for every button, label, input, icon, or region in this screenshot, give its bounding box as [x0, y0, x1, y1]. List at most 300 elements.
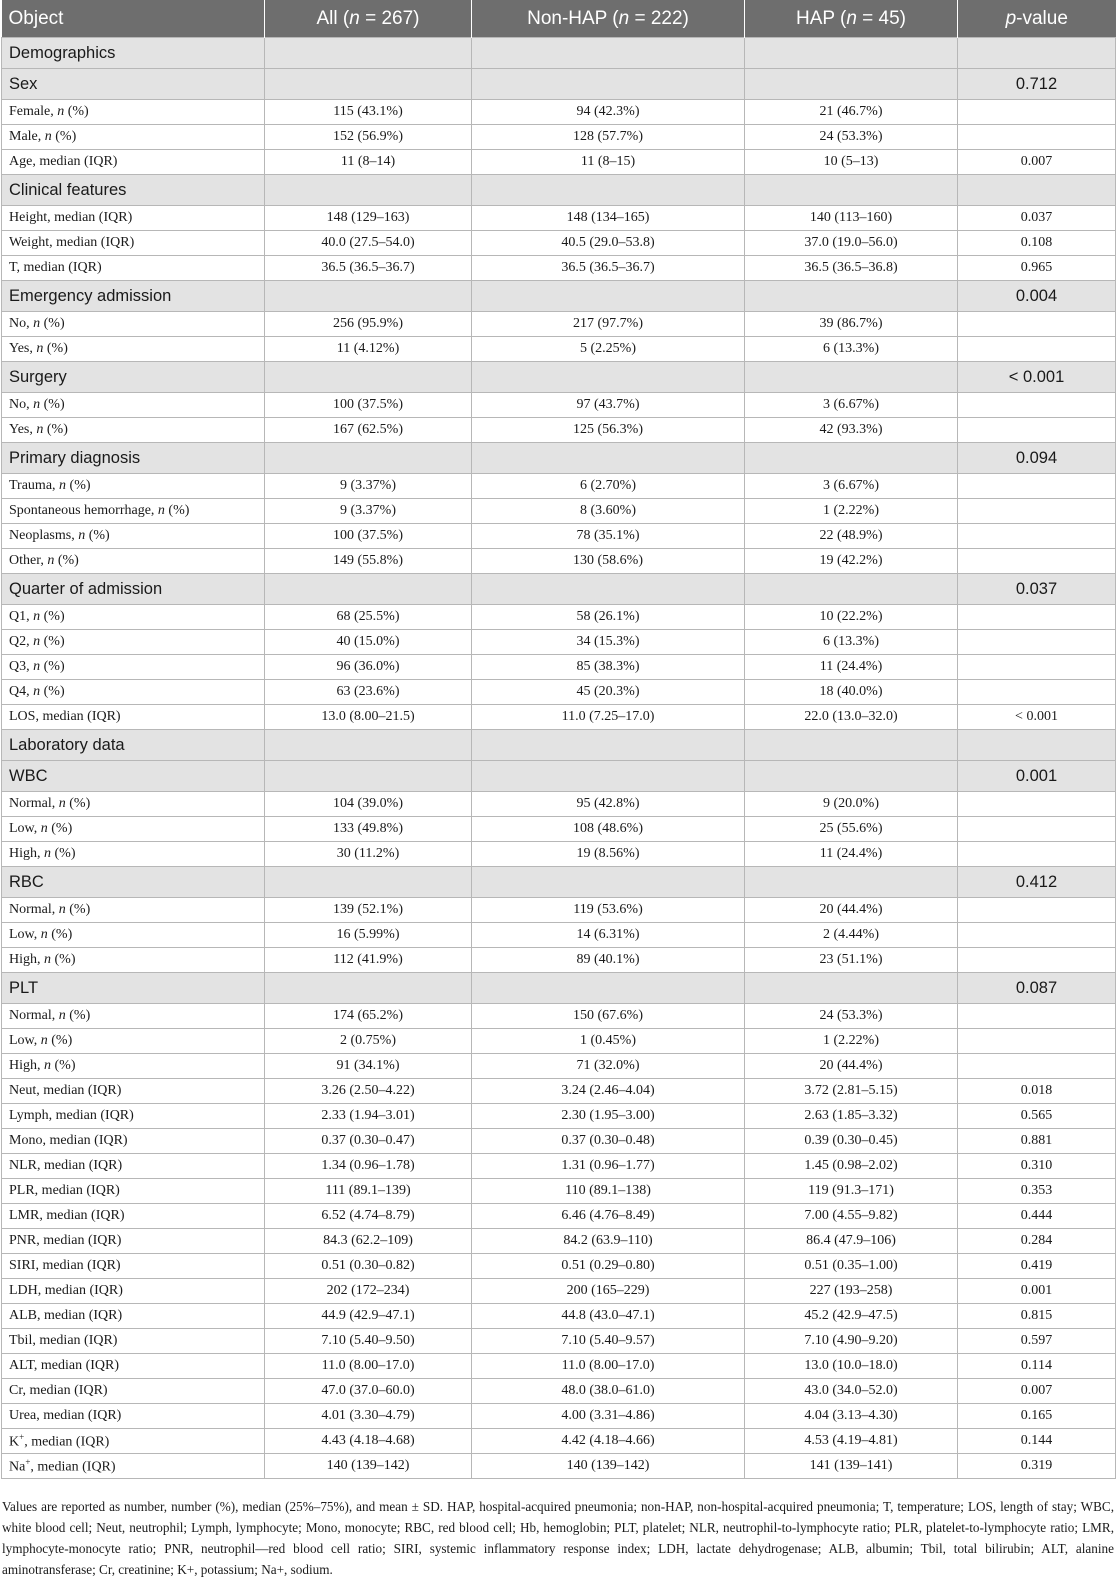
cell-all: [265, 867, 472, 898]
cell-all: 40.0 (27.5–54.0): [265, 231, 472, 256]
table-row: [2, 792, 1116, 817]
row-label: Sex: [2, 69, 265, 100]
section-row: [2, 730, 1116, 761]
cell-non-hap: [472, 281, 745, 312]
cell-all: 139 (52.1%): [265, 898, 472, 923]
cell-all: [265, 38, 472, 69]
section-row: [2, 574, 1116, 605]
cell-hap: 11 (24.4%): [745, 655, 958, 680]
table-row: [2, 1104, 1116, 1129]
cell-all: 100 (37.5%): [265, 524, 472, 549]
cell-all: 9 (3.37%): [265, 474, 472, 499]
cell-all: 148 (129–163): [265, 206, 472, 231]
cell-hap: [745, 281, 958, 312]
row-label: Q1, n (%): [2, 605, 265, 630]
row-label: PNR, median (IQR): [2, 1229, 265, 1254]
cell-non-hap: 1.31 (0.96–1.77): [472, 1154, 745, 1179]
table-row: [2, 1154, 1116, 1179]
cell-all: 2.33 (1.94–3.01): [265, 1104, 472, 1129]
table-row: [2, 1429, 1116, 1454]
cell-p-value: [958, 474, 1116, 499]
cell-hap: [745, 175, 958, 206]
row-label: No, n (%): [2, 312, 265, 337]
cell-hap: 43.0 (34.0–52.0): [745, 1379, 958, 1404]
row-label: Neoplasms, n (%): [2, 524, 265, 549]
row-label: LDH, median (IQR): [2, 1279, 265, 1304]
cell-non-hap: 36.5 (36.5–36.7): [472, 256, 745, 281]
cell-non-hap: 5 (2.25%): [472, 337, 745, 362]
cell-p-value: 0.037: [958, 574, 1116, 605]
cell-all: 100 (37.5%): [265, 393, 472, 418]
table-row: [2, 125, 1116, 150]
row-label: High, n (%): [2, 1054, 265, 1079]
cell-hap: 227 (193–258): [745, 1279, 958, 1304]
cell-non-hap: [472, 761, 745, 792]
row-label: No, n (%): [2, 393, 265, 418]
cell-non-hap: [472, 38, 745, 69]
cell-p-value: [958, 680, 1116, 705]
cell-hap: 24 (53.3%): [745, 1004, 958, 1029]
table-row: [2, 1329, 1116, 1354]
row-label: ALB, median (IQR): [2, 1304, 265, 1329]
cell-hap: 3 (6.67%): [745, 474, 958, 499]
cell-p-value: 0.597: [958, 1329, 1116, 1354]
cell-hap: 45.2 (42.9–47.5): [745, 1304, 958, 1329]
cell-all: [265, 973, 472, 1004]
cell-all: [265, 574, 472, 605]
cell-p-value: [958, 1004, 1116, 1029]
cell-hap: 22 (48.9%): [745, 524, 958, 549]
row-label: Height, median (IQR): [2, 206, 265, 231]
row-label: Cr, median (IQR): [2, 1379, 265, 1404]
cell-hap: 11 (24.4%): [745, 842, 958, 867]
cell-non-hap: 108 (48.6%): [472, 817, 745, 842]
header-object: Object: [2, 0, 265, 38]
table-row: [2, 337, 1116, 362]
cell-non-hap: 4.00 (3.31–4.86): [472, 1404, 745, 1429]
cell-p-value: 0.284: [958, 1229, 1116, 1254]
section-row: [2, 443, 1116, 474]
section-row: [2, 761, 1116, 792]
cell-all: 140 (139–142): [265, 1454, 472, 1479]
cell-p-value: < 0.001: [958, 705, 1116, 730]
cell-hap: 3 (6.67%): [745, 393, 958, 418]
row-label: Clinical features: [2, 175, 265, 206]
cell-non-hap: 6.46 (4.76–8.49): [472, 1204, 745, 1229]
cell-non-hap: 6 (2.70%): [472, 474, 745, 499]
cell-non-hap: [472, 973, 745, 1004]
cell-hap: 4.04 (3.13–4.30): [745, 1404, 958, 1429]
cell-non-hap: [472, 730, 745, 761]
row-label: Low, n (%): [2, 817, 265, 842]
row-label: LMR, median (IQR): [2, 1204, 265, 1229]
cell-non-hap: 97 (43.7%): [472, 393, 745, 418]
row-label: Spontaneous hemorrhage, n (%): [2, 499, 265, 524]
cell-p-value: < 0.001: [958, 362, 1116, 393]
table-header-row: [2, 0, 1116, 38]
table-row: [2, 1304, 1116, 1329]
cell-non-hap: [472, 443, 745, 474]
cell-hap: 23 (51.1%): [745, 948, 958, 973]
cell-all: 68 (25.5%): [265, 605, 472, 630]
cell-hap: 1 (2.22%): [745, 499, 958, 524]
cell-non-hap: 4.42 (4.18–4.66): [472, 1429, 745, 1454]
row-label: Other, n (%): [2, 549, 265, 574]
cell-non-hap: 95 (42.8%): [472, 792, 745, 817]
cell-non-hap: 110 (89.1–138): [472, 1179, 745, 1204]
cell-hap: 36.5 (36.5–36.8): [745, 256, 958, 281]
table-row: [2, 1129, 1116, 1154]
cell-p-value: [958, 792, 1116, 817]
table-row: [2, 705, 1116, 730]
cell-all: 174 (65.2%): [265, 1004, 472, 1029]
table-row: [2, 1029, 1116, 1054]
table-body: [2, 38, 1116, 1479]
table-row: [2, 549, 1116, 574]
cell-non-hap: 45 (20.3%): [472, 680, 745, 705]
cell-non-hap: 217 (97.7%): [472, 312, 745, 337]
row-label: T, median (IQR): [2, 256, 265, 281]
cell-hap: 24 (53.3%): [745, 125, 958, 150]
cell-all: 7.10 (5.40–9.50): [265, 1329, 472, 1354]
row-label: Normal, n (%): [2, 1004, 265, 1029]
row-label: Yes, n (%): [2, 337, 265, 362]
cell-all: 84.3 (62.2–109): [265, 1229, 472, 1254]
row-label: LOS, median (IQR): [2, 705, 265, 730]
cell-hap: 20 (44.4%): [745, 898, 958, 923]
cell-all: 0.51 (0.30–0.82): [265, 1254, 472, 1279]
row-label: Q3, n (%): [2, 655, 265, 680]
cell-all: 3.26 (2.50–4.22): [265, 1079, 472, 1104]
section-row: [2, 69, 1116, 100]
row-label: Surgery: [2, 362, 265, 393]
row-label: Normal, n (%): [2, 792, 265, 817]
row-label: K+, median (IQR): [2, 1429, 265, 1454]
table-row: [2, 231, 1116, 256]
cell-hap: [745, 443, 958, 474]
row-label: Neut, median (IQR): [2, 1079, 265, 1104]
cell-hap: 22.0 (13.0–32.0): [745, 705, 958, 730]
cell-p-value: [958, 630, 1116, 655]
cell-all: 36.5 (36.5–36.7): [265, 256, 472, 281]
cell-non-hap: 200 (165–229): [472, 1279, 745, 1304]
cell-non-hap: 148 (134–165): [472, 206, 745, 231]
cell-all: 40 (15.0%): [265, 630, 472, 655]
cell-hap: 39 (86.7%): [745, 312, 958, 337]
cell-hap: [745, 867, 958, 898]
cell-p-value: 0.007: [958, 1379, 1116, 1404]
table-row: [2, 1404, 1116, 1429]
row-label: Low, n (%): [2, 923, 265, 948]
cell-all: 30 (11.2%): [265, 842, 472, 867]
row-label: Low, n (%): [2, 1029, 265, 1054]
cell-non-hap: [472, 867, 745, 898]
cell-hap: 7.10 (4.90–9.20): [745, 1329, 958, 1354]
table-row: [2, 256, 1116, 281]
row-label: RBC: [2, 867, 265, 898]
cell-p-value: 0.412: [958, 867, 1116, 898]
row-label: Age, median (IQR): [2, 150, 265, 175]
table-row: [2, 630, 1116, 655]
cell-non-hap: 0.51 (0.29–0.80): [472, 1254, 745, 1279]
header-hap: HAP (n = 45): [745, 0, 958, 38]
cell-non-hap: 84.2 (63.9–110): [472, 1229, 745, 1254]
cell-all: 44.9 (42.9–47.1): [265, 1304, 472, 1329]
cell-non-hap: 8 (3.60%): [472, 499, 745, 524]
cell-non-hap: 40.5 (29.0–53.8): [472, 231, 745, 256]
cell-hap: 86.4 (47.9–106): [745, 1229, 958, 1254]
cell-p-value: [958, 605, 1116, 630]
row-label: PLR, median (IQR): [2, 1179, 265, 1204]
cell-hap: 6 (13.3%): [745, 337, 958, 362]
cell-p-value: 0.353: [958, 1179, 1116, 1204]
cell-hap: 9 (20.0%): [745, 792, 958, 817]
table-row: [2, 524, 1116, 549]
cell-hap: [745, 730, 958, 761]
cell-hap: 119 (91.3–171): [745, 1179, 958, 1204]
table-row: [2, 1254, 1116, 1279]
cell-non-hap: 11.0 (8.00–17.0): [472, 1354, 745, 1379]
cell-non-hap: 7.10 (5.40–9.57): [472, 1329, 745, 1354]
cell-p-value: [958, 1029, 1116, 1054]
cell-all: [265, 730, 472, 761]
table-row: [2, 150, 1116, 175]
cell-p-value: [958, 312, 1116, 337]
cell-p-value: 0.444: [958, 1204, 1116, 1229]
header-p-value: p-value: [958, 0, 1116, 38]
cell-p-value: [958, 100, 1116, 125]
row-label: Primary diagnosis: [2, 443, 265, 474]
cell-p-value: 0.004: [958, 281, 1116, 312]
cell-hap: 20 (44.4%): [745, 1054, 958, 1079]
cell-all: 47.0 (37.0–60.0): [265, 1379, 472, 1404]
cell-hap: [745, 38, 958, 69]
row-label: WBC: [2, 761, 265, 792]
cell-all: [265, 761, 472, 792]
cell-p-value: [958, 499, 1116, 524]
cell-hap: 0.51 (0.35–1.00): [745, 1254, 958, 1279]
table-row: [2, 842, 1116, 867]
cell-p-value: [958, 393, 1116, 418]
table-row: [2, 393, 1116, 418]
cell-p-value: [958, 524, 1116, 549]
cell-p-value: 0.001: [958, 761, 1116, 792]
section-row: [2, 281, 1116, 312]
cell-non-hap: 34 (15.3%): [472, 630, 745, 655]
row-label: ALT, median (IQR): [2, 1354, 265, 1379]
cell-non-hap: 125 (56.3%): [472, 418, 745, 443]
cell-all: 11 (8–14): [265, 150, 472, 175]
cell-p-value: 0.114: [958, 1354, 1116, 1379]
cell-hap: [745, 574, 958, 605]
row-label: Emergency admission: [2, 281, 265, 312]
row-label: Weight, median (IQR): [2, 231, 265, 256]
cell-non-hap: 3.24 (2.46–4.04): [472, 1079, 745, 1104]
cell-hap: 141 (139–141): [745, 1454, 958, 1479]
row-label: Female, n (%): [2, 100, 265, 125]
row-label: Q4, n (%): [2, 680, 265, 705]
row-label: Male, n (%): [2, 125, 265, 150]
cell-all: 111 (89.1–139): [265, 1179, 472, 1204]
cell-hap: 37.0 (19.0–56.0): [745, 231, 958, 256]
cell-p-value: [958, 817, 1116, 842]
section-row: [2, 175, 1116, 206]
cell-non-hap: 11 (8–15): [472, 150, 745, 175]
cell-hap: 6 (13.3%): [745, 630, 958, 655]
cell-p-value: 0.815: [958, 1304, 1116, 1329]
cell-all: 63 (23.6%): [265, 680, 472, 705]
cell-non-hap: 119 (53.6%): [472, 898, 745, 923]
cell-non-hap: 48.0 (38.0–61.0): [472, 1379, 745, 1404]
cell-all: 0.37 (0.30–0.47): [265, 1129, 472, 1154]
cell-p-value: 0.881: [958, 1129, 1116, 1154]
cell-hap: [745, 362, 958, 393]
cell-all: 115 (43.1%): [265, 100, 472, 125]
cell-all: 13.0 (8.00–21.5): [265, 705, 472, 730]
table-row: [2, 655, 1116, 680]
cell-all: 152 (56.9%): [265, 125, 472, 150]
cell-non-hap: 78 (35.1%): [472, 524, 745, 549]
cell-all: 112 (41.9%): [265, 948, 472, 973]
cell-all: 256 (95.9%): [265, 312, 472, 337]
section-row: [2, 38, 1116, 69]
cell-p-value: 0.037: [958, 206, 1116, 231]
table-row: [2, 605, 1116, 630]
cell-hap: 7.00 (4.55–9.82): [745, 1204, 958, 1229]
cell-non-hap: 150 (67.6%): [472, 1004, 745, 1029]
cell-hap: 18 (40.0%): [745, 680, 958, 705]
cell-p-value: 0.319: [958, 1454, 1116, 1479]
row-label: High, n (%): [2, 948, 265, 973]
table-row: [2, 1229, 1116, 1254]
cell-p-value: 0.007: [958, 150, 1116, 175]
cell-non-hap: [472, 69, 745, 100]
cell-p-value: 0.310: [958, 1154, 1116, 1179]
cell-non-hap: [472, 574, 745, 605]
cell-all: 149 (55.8%): [265, 549, 472, 574]
section-row: [2, 867, 1116, 898]
table-footnote: Values are reported as number, number (%), median (25%–75%), and mean ± SD. HAP, hospital-acquired pneumonia; non-HAP, non-hospital-acquired pneumonia; T, temperature; LOS, length of stay; WBC, white blood cell; Neut, neutrophil; Lymph, lymphocyte; Mono, monocyte; RBC, red blood cell; Hb, hemoglobin; PLT, platelet; NLR, neutrophil-to-lymphocyte ratio; PLR, platelet-to-lymphocyte ratio; LMR, lymphocyte-monocyte ratio; PNR, neutrophil—red blood cell ratio; SIRI, systemic inflammatory response index; LDH, lactate dehydrogenase; ALB, albumin; Tbil, total bilirubin; ALT, alanine aminotransferase; Cr, creatinine; K+, potassium; Na+, sodium.: [2, 1499, 1114, 1577]
cell-p-value: [958, 842, 1116, 867]
cell-hap: 13.0 (10.0–18.0): [745, 1354, 958, 1379]
cell-all: 4.01 (3.30–4.79): [265, 1404, 472, 1429]
cell-non-hap: 89 (40.1%): [472, 948, 745, 973]
cell-hap: 3.72 (2.81–5.15): [745, 1079, 958, 1104]
cell-p-value: 0.108: [958, 231, 1116, 256]
cell-all: 11 (4.12%): [265, 337, 472, 362]
table-row: [2, 474, 1116, 499]
cell-all: 133 (49.8%): [265, 817, 472, 842]
row-label: Laboratory data: [2, 730, 265, 761]
table-row: [2, 312, 1116, 337]
cell-hap: 2.63 (1.85–3.32): [745, 1104, 958, 1129]
cell-all: [265, 443, 472, 474]
row-label: Yes, n (%): [2, 418, 265, 443]
cell-hap: [745, 761, 958, 792]
cell-hap: 25 (55.6%): [745, 817, 958, 842]
cell-all: [265, 69, 472, 100]
table-row: [2, 1079, 1116, 1104]
cell-p-value: 0.001: [958, 1279, 1116, 1304]
table-row: [2, 1354, 1116, 1379]
cell-p-value: [958, 898, 1116, 923]
cell-non-hap: 14 (6.31%): [472, 923, 745, 948]
cell-non-hap: 85 (38.3%): [472, 655, 745, 680]
cell-all: [265, 281, 472, 312]
table-row: [2, 680, 1116, 705]
header-all: All (n = 267): [265, 0, 472, 38]
cell-all: 4.43 (4.18–4.68): [265, 1429, 472, 1454]
table-row: [2, 1179, 1116, 1204]
table-row: [2, 1279, 1116, 1304]
cell-p-value: [958, 655, 1116, 680]
cell-hap: 4.53 (4.19–4.81): [745, 1429, 958, 1454]
cell-non-hap: [472, 175, 745, 206]
cell-all: 16 (5.99%): [265, 923, 472, 948]
row-label: Lymph, median (IQR): [2, 1104, 265, 1129]
cell-non-hap: 2.30 (1.95–3.00): [472, 1104, 745, 1129]
results-table: [1, 0, 1116, 1479]
row-label: NLR, median (IQR): [2, 1154, 265, 1179]
section-row: [2, 362, 1116, 393]
table-row: [2, 898, 1116, 923]
cell-p-value: [958, 549, 1116, 574]
row-label: Trauma, n (%): [2, 474, 265, 499]
cell-non-hap: 58 (26.1%): [472, 605, 745, 630]
row-label: SIRI, median (IQR): [2, 1254, 265, 1279]
cell-all: 6.52 (4.74–8.79): [265, 1204, 472, 1229]
cell-p-value: [958, 730, 1116, 761]
table-row: [2, 100, 1116, 125]
cell-all: [265, 175, 472, 206]
cell-non-hap: 1 (0.45%): [472, 1029, 745, 1054]
cell-all: 11.0 (8.00–17.0): [265, 1354, 472, 1379]
cell-p-value: [958, 38, 1116, 69]
row-label: Mono, median (IQR): [2, 1129, 265, 1154]
header-non-hap: Non-HAP (n = 222): [472, 0, 745, 38]
cell-p-value: [958, 337, 1116, 362]
cell-all: 2 (0.75%): [265, 1029, 472, 1054]
table-row: [2, 1379, 1116, 1404]
cell-p-value: [958, 948, 1116, 973]
table-row: [2, 923, 1116, 948]
row-label: Q2, n (%): [2, 630, 265, 655]
cell-non-hap: [472, 362, 745, 393]
cell-non-hap: 94 (42.3%): [472, 100, 745, 125]
table-row: [2, 817, 1116, 842]
cell-all: 96 (36.0%): [265, 655, 472, 680]
row-label: Tbil, median (IQR): [2, 1329, 265, 1354]
cell-non-hap: 140 (139–142): [472, 1454, 745, 1479]
cell-non-hap: 71 (32.0%): [472, 1054, 745, 1079]
cell-p-value: [958, 125, 1116, 150]
cell-p-value: 0.087: [958, 973, 1116, 1004]
cell-non-hap: 11.0 (7.25–17.0): [472, 705, 745, 730]
cell-non-hap: 128 (57.7%): [472, 125, 745, 150]
cell-p-value: 0.565: [958, 1104, 1116, 1129]
cell-p-value: 0.965: [958, 256, 1116, 281]
cell-all: [265, 362, 472, 393]
table-row: [2, 1454, 1116, 1479]
table-row: [2, 948, 1116, 973]
cell-hap: 140 (113–160): [745, 206, 958, 231]
cell-hap: 1.45 (0.98–2.02): [745, 1154, 958, 1179]
table-row: [2, 499, 1116, 524]
row-label: Quarter of admission: [2, 574, 265, 605]
cell-all: 167 (62.5%): [265, 418, 472, 443]
cell-hap: [745, 973, 958, 1004]
cell-hap: 42 (93.3%): [745, 418, 958, 443]
